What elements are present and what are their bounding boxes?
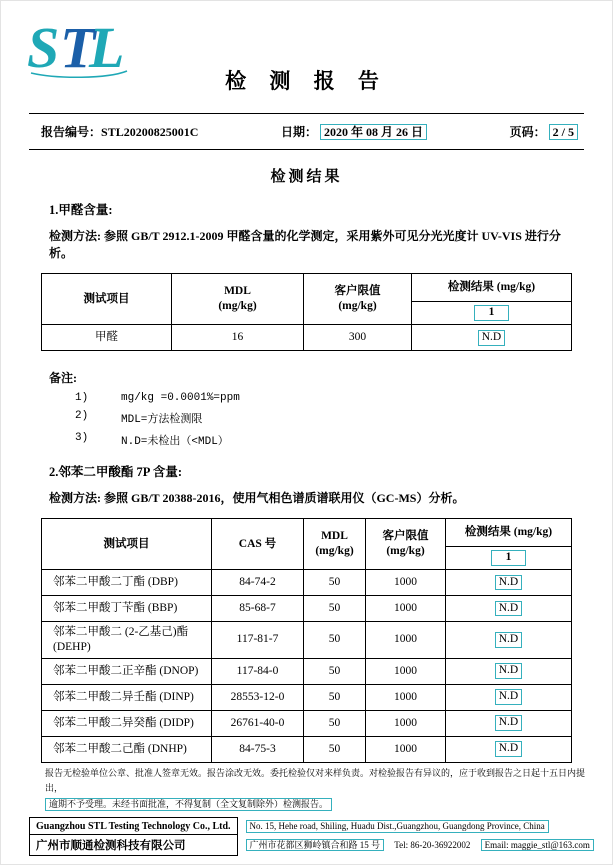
cell-test-item: 邻苯二甲酸二丁酯 (DBP) [42, 569, 212, 595]
col-client-limit [304, 274, 412, 325]
sample-number: 1 [474, 305, 510, 321]
note-item [75, 410, 612, 426]
sample-number-cell [446, 547, 572, 570]
cell-mdl: 50 [304, 736, 366, 762]
footer-row-en [30, 818, 602, 835]
cell-limit: 1000 [366, 621, 446, 658]
col-result: 检测结果 (mg/kg) [446, 519, 572, 547]
report-date [281, 123, 427, 140]
cell-mdl: 50 [304, 684, 366, 710]
cell-limit: 1000 [366, 736, 446, 762]
company-name-en: Guangzhou STL Testing Technology Co., Ltd. [30, 818, 238, 835]
cell-mdl: 50 [304, 569, 366, 595]
page-number [510, 123, 578, 140]
telephone: Tel: 86-20-36922002 [394, 839, 471, 850]
cell-cas: 85-68-7 [212, 595, 304, 621]
section1-method: 检测方法: 参照 GB/T 2912.1-2009 甲醛含量的化学测定，采用紫外可见分光光度计 UV-VIS 进行分析。 [49, 229, 561, 261]
address-en-cell [237, 818, 602, 835]
notes-label: 备注: [49, 371, 77, 386]
col-mdl [172, 274, 304, 325]
address-cn-cell [237, 835, 602, 856]
cell-cas: 84-75-3 [212, 736, 304, 762]
table-row [42, 621, 572, 658]
formaldehyde-table [41, 273, 572, 351]
result-value: N.D [495, 632, 523, 648]
address-en: No. 15, Hehe road, Shiling, Huadu Dist.,Guangzhou, Guangdong Province, China [246, 820, 549, 833]
section-phthalates [49, 462, 576, 506]
email: Email: maggie_stl@163.com [481, 839, 594, 852]
cell-cas: 117-84-0 [212, 658, 304, 684]
phthalates-table [41, 518, 572, 763]
note-text: MDL=方法检测限 [121, 414, 203, 427]
section1-title: 1.甲醛含量: [49, 203, 113, 218]
cell-limit: 1000 [366, 684, 446, 710]
address-cn: 广州市花都区狮岭镇合和路 15 号 [246, 839, 385, 852]
col-mdl-label: MDL [224, 285, 251, 298]
col-limit-unit: (mg/kg) [338, 300, 377, 313]
svg-text:T: T [60, 15, 96, 79]
col-test-item: 测试项目 [42, 274, 172, 325]
cell-test-item: 邻苯二甲酸二正辛酯 (DNOP) [42, 658, 212, 684]
disclaimer [45, 766, 586, 812]
note-number: 1) [75, 392, 89, 405]
divider-meta [29, 149, 584, 150]
col-mdl-unit: (mg/kg) [218, 300, 257, 313]
svg-text:S: S [27, 15, 60, 79]
col-mdl [304, 519, 366, 570]
note-text: mg/kg =0.0001%=ppm [121, 392, 240, 405]
cell-test-item: 邻苯二甲酸二异癸酯 (DIDP) [42, 710, 212, 736]
page-number-label: 页码： [509, 125, 546, 139]
table-header-row [42, 274, 572, 302]
cell-limit: 1000 [366, 595, 446, 621]
table-row [42, 736, 572, 762]
section-formaldehyde [49, 200, 576, 261]
cell-result [412, 325, 572, 351]
report-date-value: 2020 年 08 月 26 日 [320, 124, 427, 140]
cell-test-item: 邻苯二甲酸丁苄酯 (BBP) [42, 595, 212, 621]
cell-limit: 1000 [366, 710, 446, 736]
cell-mdl: 50 [304, 621, 366, 658]
result-value: N.D [478, 330, 506, 346]
table-row [42, 710, 572, 736]
note-item [75, 432, 612, 448]
results-heading: 检测结果 [270, 169, 343, 186]
cell-mdl: 50 [304, 595, 366, 621]
footer-company-block [29, 817, 590, 856]
cell-cas: 117-81-7 [212, 621, 304, 658]
table-row [42, 325, 572, 351]
cell-mdl: 50 [304, 658, 366, 684]
footer-company-table [29, 817, 602, 856]
cell-limit: 300 [304, 325, 412, 351]
col-mdl-unit: (mg/kg) [315, 545, 354, 558]
col-result: 检测结果 (mg/kg) [412, 274, 572, 302]
disclaimer-line-1: 报告无检验单位公章、批准人签章无效。报告涂改无效。委托检验仅对来样负责。对检验报告有异议的，应于收到报告之日起十五日内提出， [45, 768, 586, 794]
report-date-label: 日期： [280, 125, 317, 139]
note-item [75, 392, 612, 404]
cell-cas: 28553-12-0 [212, 684, 304, 710]
table-row [42, 684, 572, 710]
result-value: N.D [495, 663, 523, 679]
page-title: 检 测 报 告 [225, 69, 388, 93]
col-test-item: 测试项目 [42, 519, 212, 570]
cell-test-item: 邻苯二甲酸二 (2-乙基己)酯 (DEHP) [42, 621, 212, 658]
sample-number: 1 [491, 550, 527, 566]
cell-result [446, 684, 572, 710]
report-number-label: 报告编号： [41, 125, 102, 140]
note-number: 2) [75, 410, 89, 423]
table-row [42, 595, 572, 621]
table-header-row [42, 519, 572, 547]
cell-cas: 26761-40-0 [212, 710, 304, 736]
result-value: N.D [495, 741, 523, 757]
report-number-value: STL20200825001C [101, 125, 199, 140]
note-number: 3) [75, 432, 89, 445]
cell-cas: 84-74-2 [212, 569, 304, 595]
col-cas: CAS 号 [212, 519, 304, 570]
footer-row-cn [30, 835, 602, 856]
sample-number-cell [412, 302, 572, 325]
table-row [42, 658, 572, 684]
section2-method: 检测方法: 参照 GB/T 20388-2016，使用气相色谱质谱联用仪（GC-MS）分析。 [49, 491, 465, 506]
report-header [1, 1, 612, 113]
cell-mdl: 16 [172, 325, 304, 351]
cell-test-item: 甲醛 [42, 325, 172, 351]
cell-result [446, 621, 572, 658]
cell-result [446, 710, 572, 736]
notes-block [49, 369, 612, 448]
col-limit-unit: (mg/kg) [386, 545, 425, 558]
col-client-limit [366, 519, 446, 570]
note-text: N.D=未检出（<MDL） [121, 436, 229, 449]
section2-title: 2.邻苯二甲酸酯 7P 含量: [49, 465, 182, 480]
report-number [41, 123, 198, 140]
cell-test-item: 邻苯二甲酸二己酯 (DNHP) [42, 736, 212, 762]
col-mdl-label: MDL [321, 530, 348, 543]
col-limit-label: 客户限值 [382, 530, 429, 543]
cell-limit: 1000 [366, 569, 446, 595]
table-row [42, 569, 572, 595]
result-value: N.D [495, 715, 523, 731]
result-value: N.D [495, 575, 523, 591]
disclaimer-line-2: 逾期不予受理。未经书面批准，不得复制（全文复制除外）检测报告。 [45, 797, 586, 812]
svg-text:L: L [89, 15, 125, 79]
cell-mdl: 50 [304, 710, 366, 736]
result-value: N.D [495, 689, 523, 705]
company-name-cn: 广州市顺通检测科技有限公司 [30, 835, 238, 856]
report-meta-row [29, 114, 584, 149]
cell-result [446, 736, 572, 762]
page-number-value: 2 / 5 [549, 124, 578, 140]
cell-result [446, 569, 572, 595]
cell-result [446, 595, 572, 621]
cell-test-item: 邻苯二甲酸二异壬酯 (DINP) [42, 684, 212, 710]
col-limit-label: 客户限值 [334, 285, 381, 298]
cell-result [446, 658, 572, 684]
cell-limit: 1000 [366, 658, 446, 684]
result-value: N.D [495, 601, 523, 617]
